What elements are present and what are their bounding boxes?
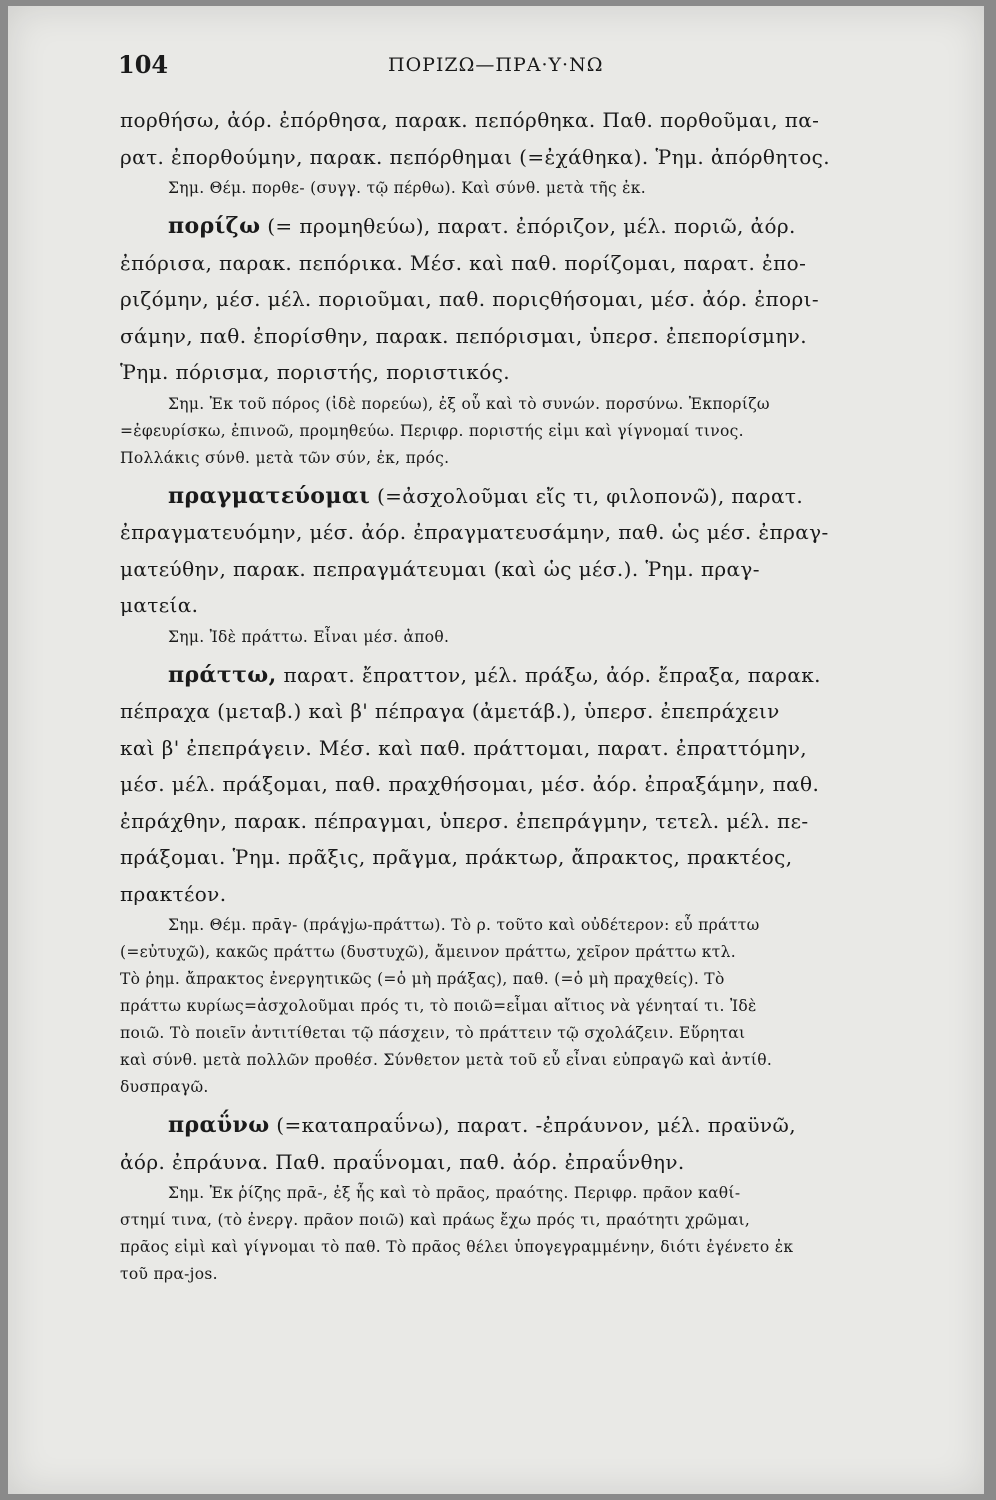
entry-note-line: καὶ σύνθ. μετὰ πολλῶν προθέσ. Σύνθετον μετὰ τοῦ εὖ εἶναι εὐπραγῶ καὶ ἀντίθ.	[120, 1051, 773, 1069]
headword: πραΰνω	[168, 1112, 270, 1138]
entry-first-line-text: (=καταπραΰνω), παρατ. -ἐπράυνον, μέλ. πραϋνῶ,	[269, 1113, 796, 1137]
entry-note-line: πρᾶος εἰμὶ καὶ γίγνομαι τὸ παθ. Τὸ πρᾶος θέλει ὑπογεγραμμένην, διότι ἐγένετο ἐκ	[120, 1238, 794, 1256]
page-header	[118, 50, 904, 86]
entry-line: ἐπράχθην, παρακ. πέπραγμαι, ὑπερσ. ἐπεπράγμην, τετελ. μέλ. πε-	[120, 808, 809, 833]
headword: πορίζω	[168, 213, 261, 239]
entry-first-line	[120, 208, 916, 245]
entry-note-line: (=εὐτυχῶ), κακῶς πράττω (δυστυχῶ), ἄμεινον πράττω, χεῖρον πράττω κτλ.	[120, 943, 736, 961]
entry-line: ρατ. ἐπορθούμην, παρακ. πεπόρθημαι (=ἐχάθηκα). Ῥημ. ἀπόρθητος.	[120, 144, 831, 169]
entry-note-line: Σημ. Ἰδὲ πράττω. Εἶναι μέσ. ἀποθ.	[168, 627, 450, 646]
entry-prayno	[120, 1107, 916, 1288]
entry-line: ματεία.	[120, 593, 199, 617]
entry-first-line	[120, 657, 916, 694]
entry-first-line-text: (= προμηθεύω), παρατ. ἐπόριζον, μέλ. ποριῶ, ἀόρ.	[260, 214, 796, 238]
page-number: 104	[118, 50, 169, 79]
entry-first-line-text: παρατ. ἔπραττον, μέλ. πράξω, ἀόρ. ἔπραξα, παρακ.	[276, 662, 821, 687]
entry-first-line	[120, 478, 916, 515]
headword: πράττω,	[168, 661, 277, 688]
entry-line: μέσ. μέλ. πράξομαι, παθ. πραχθήσομαι, μέσ. ἀόρ. ἐπραξάμην, παθ.	[120, 772, 820, 796]
entry-line: καὶ β' ἐπεπράγειν. Μέσ. καὶ παθ. πράττομαι, παρατ. ἐπραττόμην,	[120, 735, 808, 760]
entry-porthew-continuation	[120, 102, 916, 202]
entry-note-line: τοῦ πρα-jos.	[120, 1265, 218, 1283]
entry-first-line-text: (=ἀσχολοῦμαι εἴς τι, φιλοπονῶ), παρατ.	[370, 483, 804, 508]
entry-note-line: Πολλάκις σύνθ. μετὰ τῶν σύν, ἐκ, πρός.	[120, 448, 450, 467]
entry-line: πορθήσω, ἀόρ. ἐπόρθησα, παρακ. πεπόρθηκα. Παθ. πορθοῦμαι, πα-	[120, 108, 820, 132]
entry-pratto	[120, 657, 916, 1102]
entry-note-line: =ἐφευρίσκω, ἐπινοῶ, προμηθεύω. Περιφρ. ποριστής εἰμι καὶ γίγνομαί τινος.	[120, 421, 744, 440]
entry-line: ἐπόρισα, παρακ. πεπόρικα. Μέσ. καὶ παθ. πορίζομαι, παρατ. ἐπο-	[120, 250, 807, 275]
entry-line: πράξομαι. Ῥημ. πρᾶξις, πρᾶγμα, πράκτωρ, ἄπρακτος, πρακτέος,	[120, 845, 793, 869]
entry-line: ματεύθην, παρακ. πεπραγμάτευμαι (καὶ ὡς μέσ.). Ῥημ. πραγ-	[120, 556, 760, 581]
entry-note-line: ποιῶ. Τὸ ποιεῖν ἀντιτίθεται τῷ πάσχειν, τὸ πράττειν τῷ σχολάζειν. Εὕρηται	[120, 1024, 746, 1042]
entry-note-line: Σημ. Θέμ. πορθε- (συγγ. τῷ πέρθω). Καὶ σύνθ. μετὰ τῆς ἐκ.	[168, 179, 647, 197]
entry-note-line: Σημ. Θέμ. πρᾱγ- (πράγjω-πράττω). Τὸ ρ. τοῦτο καὶ οὐδέτερον: εὖ πράττω	[168, 916, 760, 934]
entry-porizo	[120, 208, 916, 472]
entry-first-line	[120, 1107, 916, 1144]
entry-line: ριζόμην, μέσ. μέλ. ποριοῦμαι, παθ. ποριςθήσομαι, μέσ. ἀόρ. ἐπορι-	[120, 287, 820, 311]
entry-note-line: στημί τινα, (τὸ ἐνεργ. πρᾶον ποιῶ) καὶ πράως ἔχω πρός τι, πραότητι χρῶμαι,	[120, 1211, 751, 1229]
entry-note-line: Σημ. Ἐκ ῥίζης πρᾱ-, ἐξ ἧς καὶ τὸ πρᾶος, πραότης. Περιφρ. πρᾶον καθί-	[168, 1184, 741, 1202]
entry-line: σάμην, παθ. ἐπορίσθην, παρακ. πεπόρισμαι, ὑπερσ. ἐπεπορίσμην.	[120, 323, 807, 348]
entry-note-line: δυσπραγῶ.	[120, 1078, 209, 1096]
page-body	[120, 102, 916, 1288]
entry-line: ἀόρ. ἐπράυνα. Παθ. πραΰνομαι, παθ. ἀόρ. ἐπραΰνθην.	[120, 1149, 685, 1174]
entry-line: πέπραχα (μεταβ.) καὶ β' πέπραγα (ἀμετάβ.), ὑπερσ. ἐπεπράχειν	[120, 699, 780, 723]
entry-note-line: Σημ. Ἐκ τοῦ πόρος (ἰδὲ πορεύω), ἐξ οὗ καὶ τὸ συνών. πορσύνω. Ἐκπορίζω	[168, 394, 770, 413]
headword: πραγματεύομαι	[168, 482, 371, 509]
dictionary-page	[8, 6, 984, 1494]
entry-line: πρακτέον.	[120, 881, 227, 906]
entry-pragmateuomai	[120, 478, 916, 651]
entry-note-line: Τὸ ῥημ. ἄπρακτος ἐνεργητικῶς (=ὁ μὴ πράξας), παθ. (=ὁ μὴ πραχθείς). Τὸ	[120, 970, 725, 988]
entry-line: ἐπραγματευόμην, μέσ. ἀόρ. ἐπραγματευσάμην, παθ. ὡς μέσ. ἐπραγ-	[120, 520, 829, 544]
entry-note-line: πράττω κυρίως=ἀσχολοῦμαι πρός τι, τὸ ποιῶ=εἶμαι αἴτιος νὰ γένηταί τι. Ἰδὲ	[120, 997, 757, 1015]
running-head: ΠΟΡΙΖΩ—ΠΡΑ·Υ·ΝΩ	[388, 54, 604, 76]
entry-line: Ῥημ. πόρισμα, ποριστής, ποριστικός.	[120, 360, 510, 384]
